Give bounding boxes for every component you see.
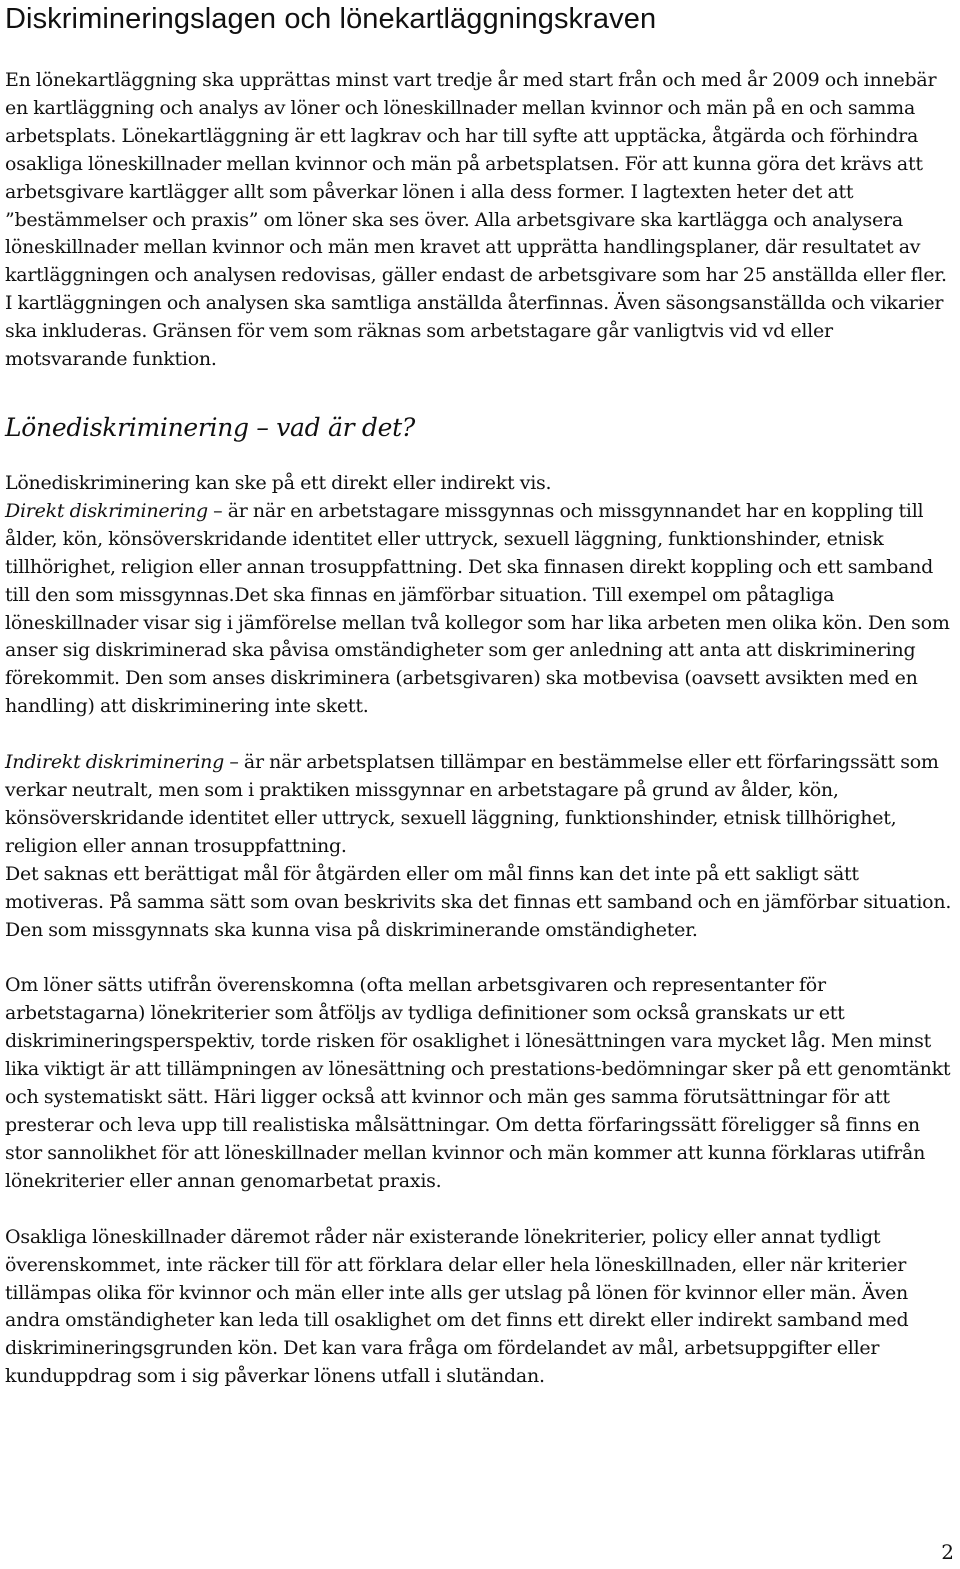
document-title: Diskrimineringslagen och lönekartläggningskraven — [5, 3, 657, 35]
lead-paragraph: Lönediskriminering kan ske på ett direkt eller indirekt vis. — [5, 471, 552, 494]
criteria-paragraph: Om löner sätts utifrån överenskomna (ofta mellan arbetsgivaren och representanter för arbetstagarna) lönekriterier som åtföljs av tydliga definitioner som också granskats ur ett diskrimineringsperspektiv, torde risken för osaklighet i lönesättningen vara mycket låg. Men minst lika viktigt är att tillämpningen av lönesättning och prestations-bedömningar sker på ett genomtänkt och systematiskt sätt. Häri ligger också att kvinnor och män ges samma förutsättningar för att presterar och leva upp till realistiska målsättningar. Om detta förfaringssätt föreligger så finns en stor sannolikhet för att löneskillnader mellan kvinnor och män kommer att kunna förklaras utifrån lönekriterier eller annan genomarbetat praxis. — [5, 974, 951, 1192]
indirect-discrimination-term: Indirekt diskriminering — [5, 751, 225, 774]
indirect-discrimination-continuation: Det saknas ett berättigat mål för åtgärden eller om mål finns kan det inte på ett sakligt sätt motiveras. På samma sätt som ovan beskrivits ska det finnas ett samband och en jämförbar situation. Den som missgynnats ska kunna visa på diskriminerande omständigheter. — [5, 862, 952, 941]
indirect-discrimination-text: – är när arbetsplatsen tillämpar en bestämmelse eller ett förfaringssätt som verkar neutralt, men som i praktiken missgynnar en arbetstagare på grund av ålder, kön, könsöverskridande identitet eller uttryck, sexuell läggning, funktionshinder, etnisk tillhörighet, religion eller annan trosuppfattning. — [5, 751, 939, 857]
direct-discrimination-term: Direkt diskriminering — [5, 499, 208, 522]
document-page — [5, 0, 957, 1391]
direct-discrimination-paragraph — [5, 498, 957, 721]
indirect-discrimination-paragraph — [5, 749, 957, 861]
section-heading: Lönediskriminering – vad är det? — [5, 412, 415, 442]
unjust-differences-paragraph: Osakliga löneskillnader däremot råder när existerande lönekriterier, policy eller annat tydligt överenskommet, inte räcker till för att förklara delar eller hela löneskillnaden, eller när kriterier tillämpas olika för kvinnor och män eller inte alls ger utslag på lönen för kvinnor eller män. Även andra omständigheter kan leda till osaklighet om det finns ett direkt eller indirekt samband med diskrimineringsgrunden kön. Det kan vara fråga om fördelandet av mål, arbetsuppgifter eller kunduppdrag som i sig påverkar lönens utfall i slutändan. — [5, 1225, 909, 1388]
direct-discrimination-text: – är när en arbetstagare missgynnas och missgynnandet har en koppling till ålder, kön, könsöverskridande identitet eller uttryck, sexuell läggning, funktionshinder, etnisk tillhörighet, religion eller annan trosuppfattning. Det ska finnasen direkt koppling och ett samband till den som missgynnas.Det ska finnas en jämförbar situation. Till exempel om påtagliga löneskillnader visar sig i jämförelse mellan två kollegor som har lika arbeten men olika kön. Den som anser sig diskriminerad ska påvisa omständigheter som ger anledning att anta att diskriminering förekommit. Den som anses diskriminera (arbetsgivaren) ska motbevisa (oavsett avsikten med en handling) att diskriminering inte skett. — [5, 499, 950, 718]
page-number: 2 — [941, 1540, 954, 1564]
intro-paragraph: En lönekartläggning ska upprättas minst vart tredje år med start från och med år 2009 och innebär en kartläggning och analys av löner och löneskillnader mellan kvinnor och män på en och samma arbetsplats. Lönekartläggning är ett lagkrav och har till syfte att upptäcka, åtgärda och förhindra osakliga löneskillnader mellan kvinnor och män på arbetsplatsen. För att kunna göra det krävs att arbetsgivare kartlägger allt som påverkar lönen i alla dess former. I lagtexten heter det att ”bestämmelser och praxis” om löner ska ses över. Alla arbetsgivare ska kartlägga och analysera löneskillnader mellan kvinnor och män men kravet att upprätta handlingsplaner, där resultatet av kartläggningen och analysen redovisas, gäller endast de arbetsgivare som har 25 anställda eller fler. I kartläggningen och analysen ska samtliga anställda återfinnas. Även säsongsanställda och vikarier ska inkluderas. Gränsen för vem som räknas som arbetstagare går vanligtvis vid vd eller motsvarande funktion. — [5, 69, 947, 371]
